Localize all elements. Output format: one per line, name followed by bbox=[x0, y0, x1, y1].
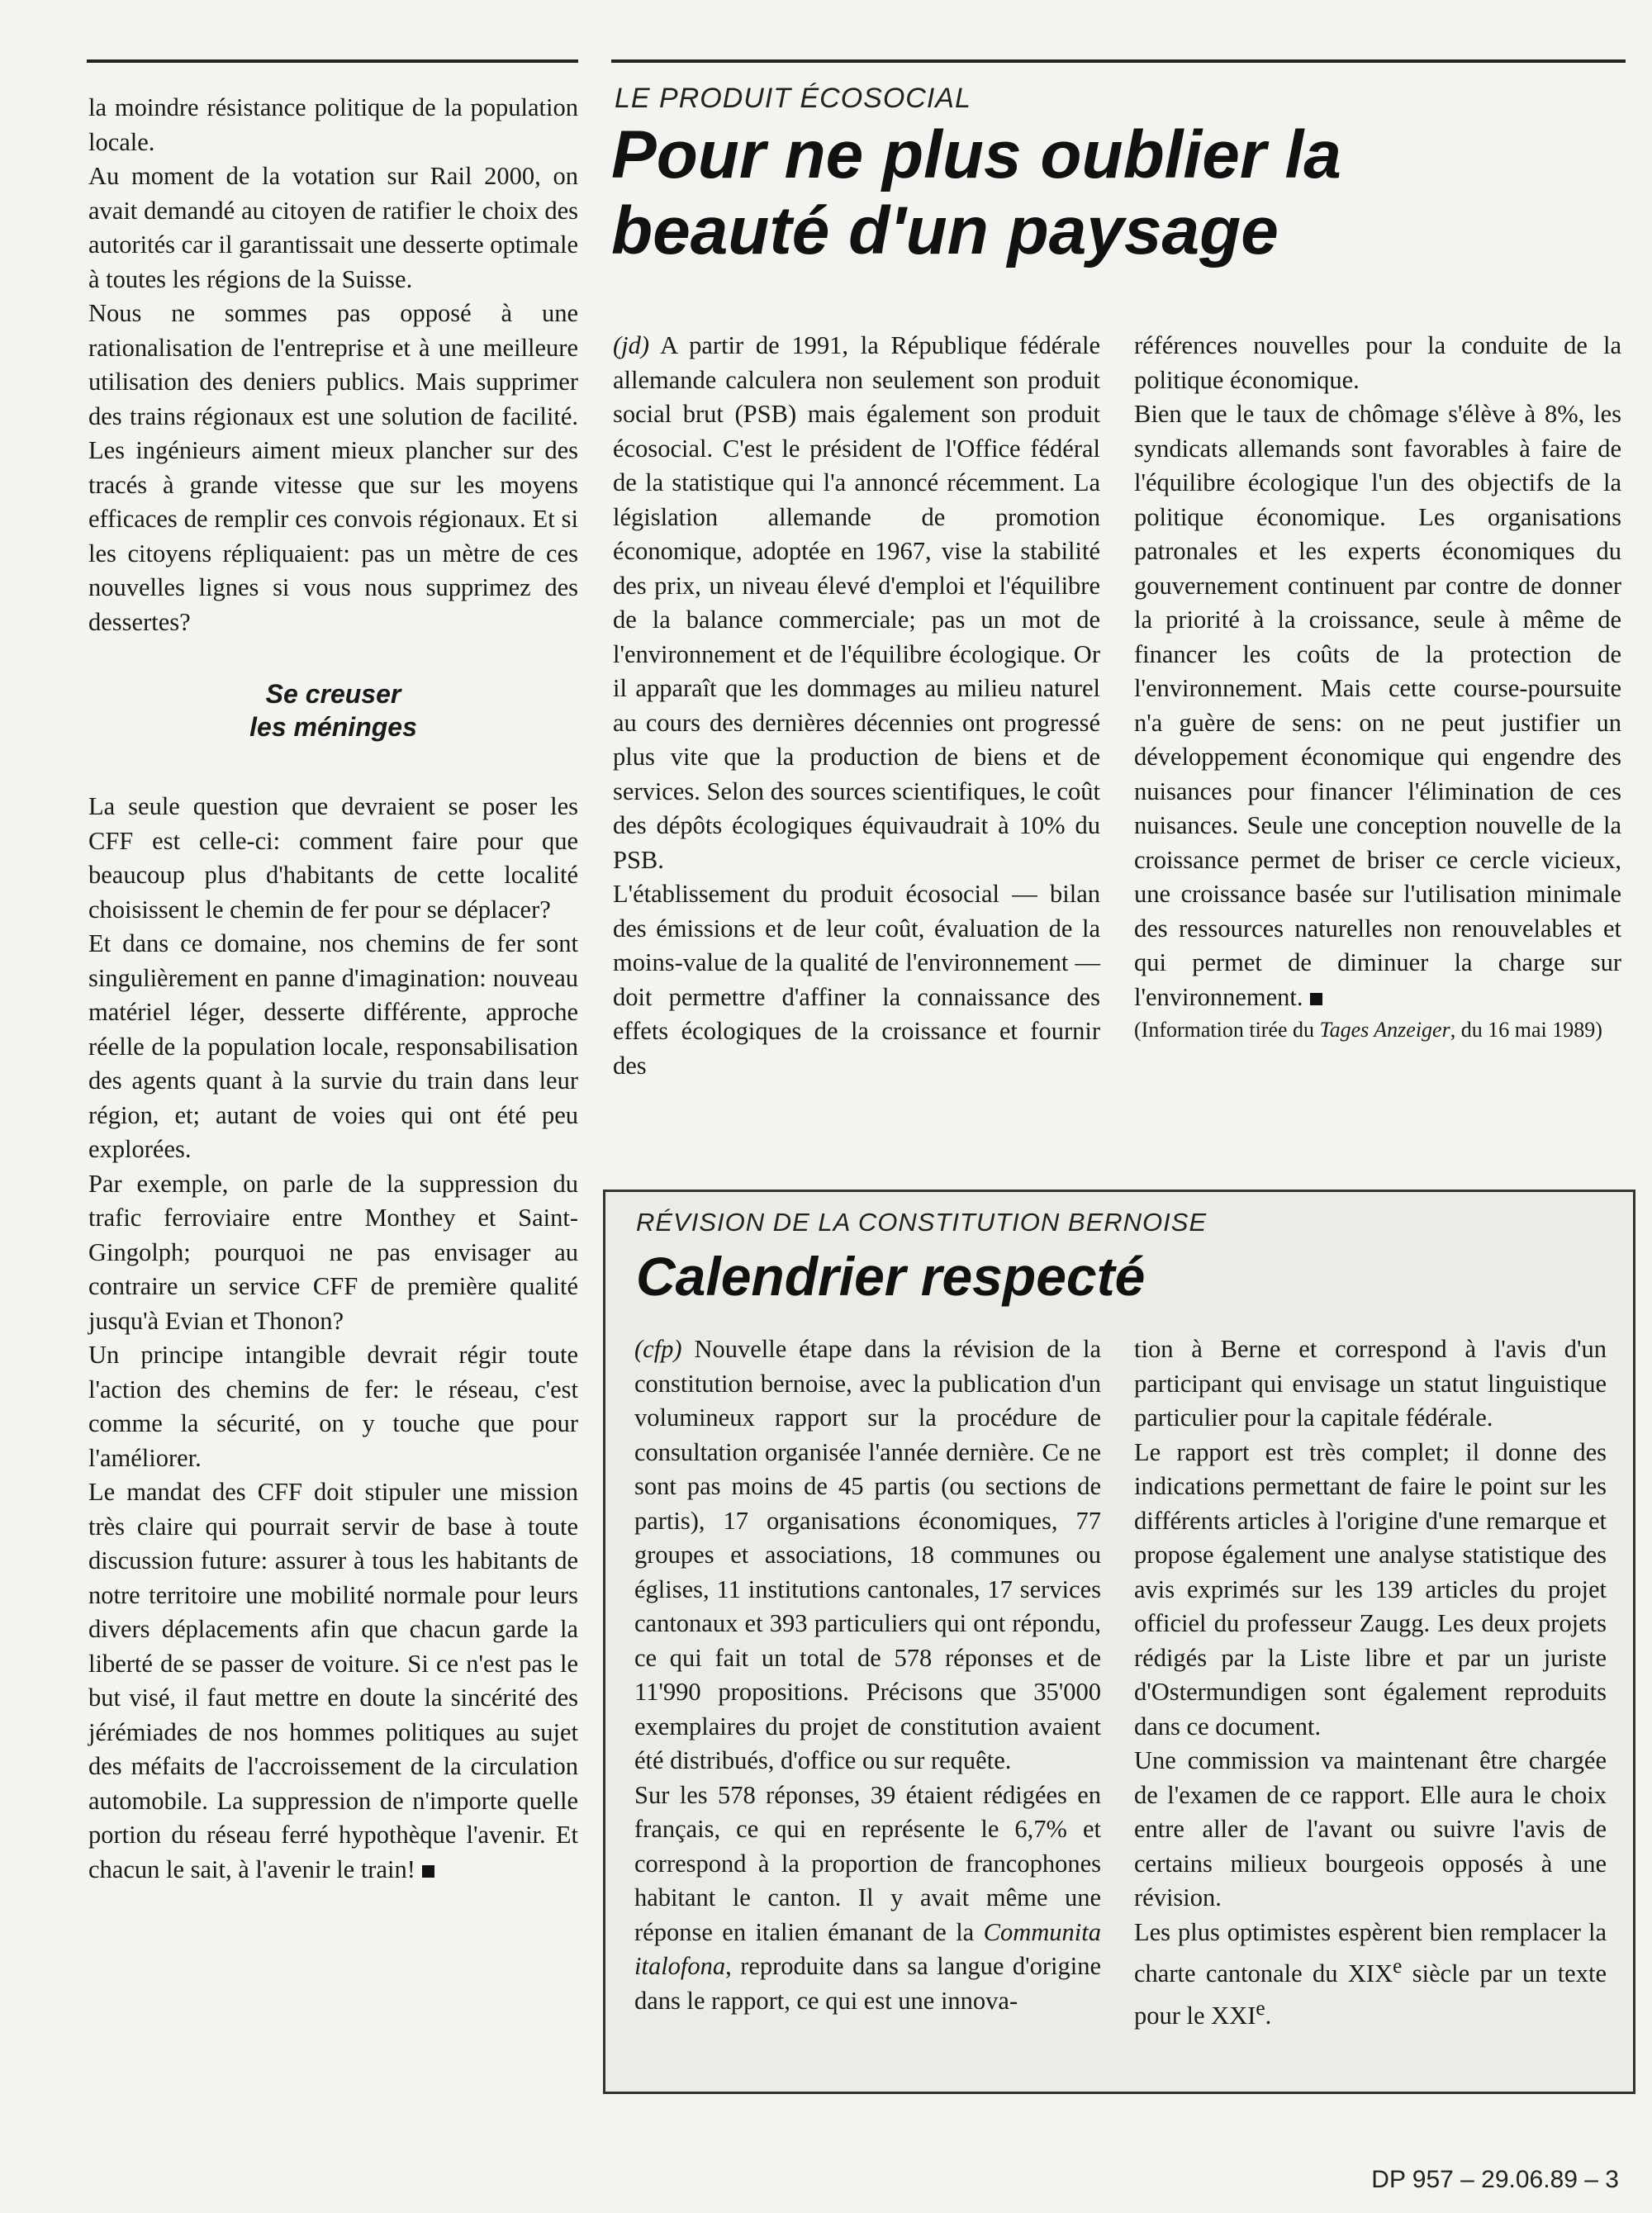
article2-text: Nouvelle étape dans la révision de la constitution bernoise, avec la publication d'un volumineux rapport sur la procédure de consultation organisée l'année dernière. Ce ne sont pas moins de 45 partis (ou sections de partis), 17 organisations économiques, 77 groupes et associations, 18 communes ou églises, 11 institutions cantonales, 17 services cantonaux et 393 particuliers qui ont répondu, ce qui fait un total de 578 réponses et de 11'990 propositions. Précisons que 35'000 exemplaires du projet de constitution avaient été distribués, d'office ou sur requête. bbox=[634, 1335, 1101, 1774]
article1-source bbox=[1134, 1014, 1621, 1045]
article2-paragraph: Une commission va maintenant être chargée de l'examen de ce rapport. Elle aura le choix entre aller de l'avant ou suivre l'avis de certains milieux bourgeois opposés à une révision. bbox=[1134, 1746, 1607, 1911]
article2-paragraph bbox=[1134, 1916, 1607, 2034]
left-paragraph bbox=[88, 1475, 578, 1887]
end-mark-icon bbox=[422, 1865, 434, 1878]
left-paragraph: la moindre résistance politique de la population locale. bbox=[88, 93, 578, 156]
article2-text: Les plus optimistes espèrent bien remplacer la charte cantonale du XIX bbox=[1134, 1917, 1607, 1988]
organization-name: Communita italofona bbox=[634, 1917, 1101, 1980]
end-mark-icon bbox=[1310, 993, 1322, 1005]
article1-paragraph bbox=[1134, 397, 1621, 1014]
article2-text: . bbox=[1265, 2001, 1272, 2030]
superscript: e bbox=[1393, 1954, 1403, 1978]
right-column-top-rule bbox=[611, 59, 1626, 63]
article2-column-1 bbox=[634, 1332, 1101, 2018]
subheading-line: les méninges bbox=[249, 712, 417, 742]
article2-text: siècle par un texte pour le XXI bbox=[1134, 1959, 1607, 2030]
left-column bbox=[88, 91, 578, 1887]
article1-paragraph: références nouvelles pour la conduite de la politique économique. bbox=[1134, 331, 1621, 394]
article1-column-2 bbox=[1134, 329, 1621, 1045]
article1-column-1 bbox=[613, 329, 1100, 1083]
article1-kicker: LE PRODUIT ÉCOSOCIAL bbox=[615, 83, 971, 114]
article2-headline: Calendrier respecté bbox=[636, 1246, 1146, 1307]
subheading-line: Se creuser bbox=[265, 679, 401, 709]
left-paragraph: Au moment de la votation sur Rail 2000, on avait demandé au citoyen de ratifier le choix des autorités car il garantissait une desserte optimale à toutes les régions de la Suisse. bbox=[88, 162, 578, 293]
headline-line: beauté d'un paysage bbox=[611, 193, 1279, 268]
author-initials: (cfp) bbox=[634, 1335, 682, 1363]
article1-paragraph: L'établissement du produit écosocial — bilan des émissions et de leur coût, évaluation de la moins-value de la qualité de l'environnement — doit permettre d'affiner la connaissance des effets écologiques de la croissance et fournir des bbox=[613, 880, 1100, 1080]
article2-column-2 bbox=[1134, 1332, 1607, 2033]
article2-text: Sur les 578 réponses, 39 étaient rédigées en français, ce qui en représente le 6,7% et correspond à la proportion de francophones habitant le canton. Il y avait même une réponse en italien émanant de la bbox=[634, 1780, 1101, 1946]
left-paragraph: Par exemple, on parle de la suppression du trafic ferroviaire entre Monthey et Saint-Gingolph; pourquoi ne pas envisager au contraire un service CFF de première qualité jusqu'à Evian et Thonon? bbox=[88, 1169, 578, 1335]
article2-box bbox=[603, 1190, 1635, 2094]
headline-line: Pour ne plus oublier la bbox=[611, 117, 1341, 192]
article2-paragraph bbox=[634, 1332, 1101, 1778]
article1-headline bbox=[611, 117, 1341, 269]
source-prefix: (Information tirée du bbox=[1134, 1018, 1320, 1042]
article2-paragraph bbox=[634, 1778, 1101, 2019]
page-footer: DP 957 – 29.06.89 – 3 bbox=[1371, 2166, 1619, 2193]
article2-paragraph: tion à Berne et correspond à l'avis d'un participant qui envisage un statut linguistique particulier pour la capitale fédérale. bbox=[1134, 1335, 1607, 1432]
left-paragraph: Nous ne sommes pas opposé à une rationalisation de l'entreprise et à une meilleure utilisation des deniers publics. Mais supprimer des trains régionaux est une solution de facilité. Les ingénieurs aiment mieux plancher sur des tracés à grande vitesse que sur les moyens efficaces de remplir ces convois régionaux. Et si les citoyens répliquaient: pas un mètre de ces nouvelles lignes si vous nous supprimez des dessertes? bbox=[88, 299, 578, 636]
article1-paragraph bbox=[613, 329, 1100, 877]
article2-kicker: RÉVISION DE LA CONSTITUTION BERNOISE bbox=[636, 1208, 1208, 1237]
left-paragraph: La seule question que devraient se poser les CFF est celle-ci: comment faire pour que beaucoup plus d'habitants de cette localité choisissent le chemin de fer pour se déplacer? bbox=[88, 792, 578, 924]
source-suffix: , du 16 mai 1989) bbox=[1450, 1018, 1602, 1042]
left-column-top-rule bbox=[87, 59, 578, 63]
article1-text: Bien que le taux de chômage s'élève à 8%, les syndicats allemands sont favorables à faire de l'équilibre écologique l'un des objectifs de la politique économique. Les organisations patronales et les experts économiques du gouvernement continuent par contre de donner la priorité à la croissance, seule à même de financer les coûts de la protection de l'environnement. Mais cette course-poursuite n'a guère de sens: on ne peut justifier un développement économique qui engendre des nuisances pour financer l'élimination de ces nuisances. Seule une conception nouvelle de la croissance permet de briser ce cercle vicieux, une croissance basée sur l'utilisation minimale des ressources naturelles non renouvelables et qui permet de diminuer la charge sur l'environnement. bbox=[1134, 400, 1621, 1011]
article1-text: A partir de 1991, la République fédérale allemande calculera non seulement son produit social brut (PSB) mais également son produit écosocial. C'est le président de l'Office fédéral de la statistique qui l'a annoncé récemment. La législation allemande de promotion économique, adoptée en 1967, vise la stabilité des prix, un niveau élevé d'emploi et l'équilibre de la balance commerciale; pas un mot de l'environnement et de l'équilibre écologique. Or il apparaît que les dommages au milieu naturel au cours des dernières décennies ont progressé plus vite que la production de biens et de services. Selon des sources scientifiques, le coût des dépôts écologiques équivaudrait à 10% du PSB. bbox=[613, 331, 1100, 874]
author-initials: (jd) bbox=[613, 331, 650, 359]
article2-text: , reproduite dans sa langue d'origine dans le rapport, ce qui est une innova- bbox=[634, 1952, 1101, 2015]
left-paragraph: Et dans ce domaine, nos chemins de fer sont singulièrement en panne d'imagination: nouveau matériel léger, desserte différente, approche réelle de la population locale, responsabilisation des agents quant à la survie du train dans leur région, et; autant de voies qui ont été peu explorées. bbox=[88, 929, 578, 1163]
superscript: e bbox=[1256, 1996, 1265, 2020]
source-title: Tages Anzeiger bbox=[1319, 1018, 1450, 1042]
article2-paragraph: Le rapport est très complet; il donne des indications permettant de faire le point sur les différents articles à l'origine d'une remarque et propose également une analyse statistique des avis exprimés sur les 139 articles du projet officiel du professeur Zaugg. Les deux projets rédigés par la Liste libre et par un juriste d'Ostermundigen sont également reproduits dans ce document. bbox=[1134, 1437, 1607, 1740]
section-subheading bbox=[88, 677, 578, 743]
left-paragraph-text: Le mandat des CFF doit stipuler une mission très claire qui pourrait servir de base à toute discussion future: assurer à tous les habitants de notre territoire une mobilité normale pour leurs divers déplacements afin que chacun garde la liberté de se passer de voiture. Si ce n'est pas le but visé, il faut mettre en doute la sincérité des jérémiades de nos hommes politiques au sujet des méfaits de l'accroissement de la circulation automobile. La suppression de n'importe quelle portion du réseau ferré hypothèque l'avenir. Et chacun le sait, à l'avenir le train! bbox=[88, 1478, 578, 1883]
left-paragraph: Un principe intangible devrait régir toute l'action des chemins de fer: le réseau, c'est comme la sécurité, on y touche que pour l'améliorer. bbox=[88, 1341, 578, 1472]
